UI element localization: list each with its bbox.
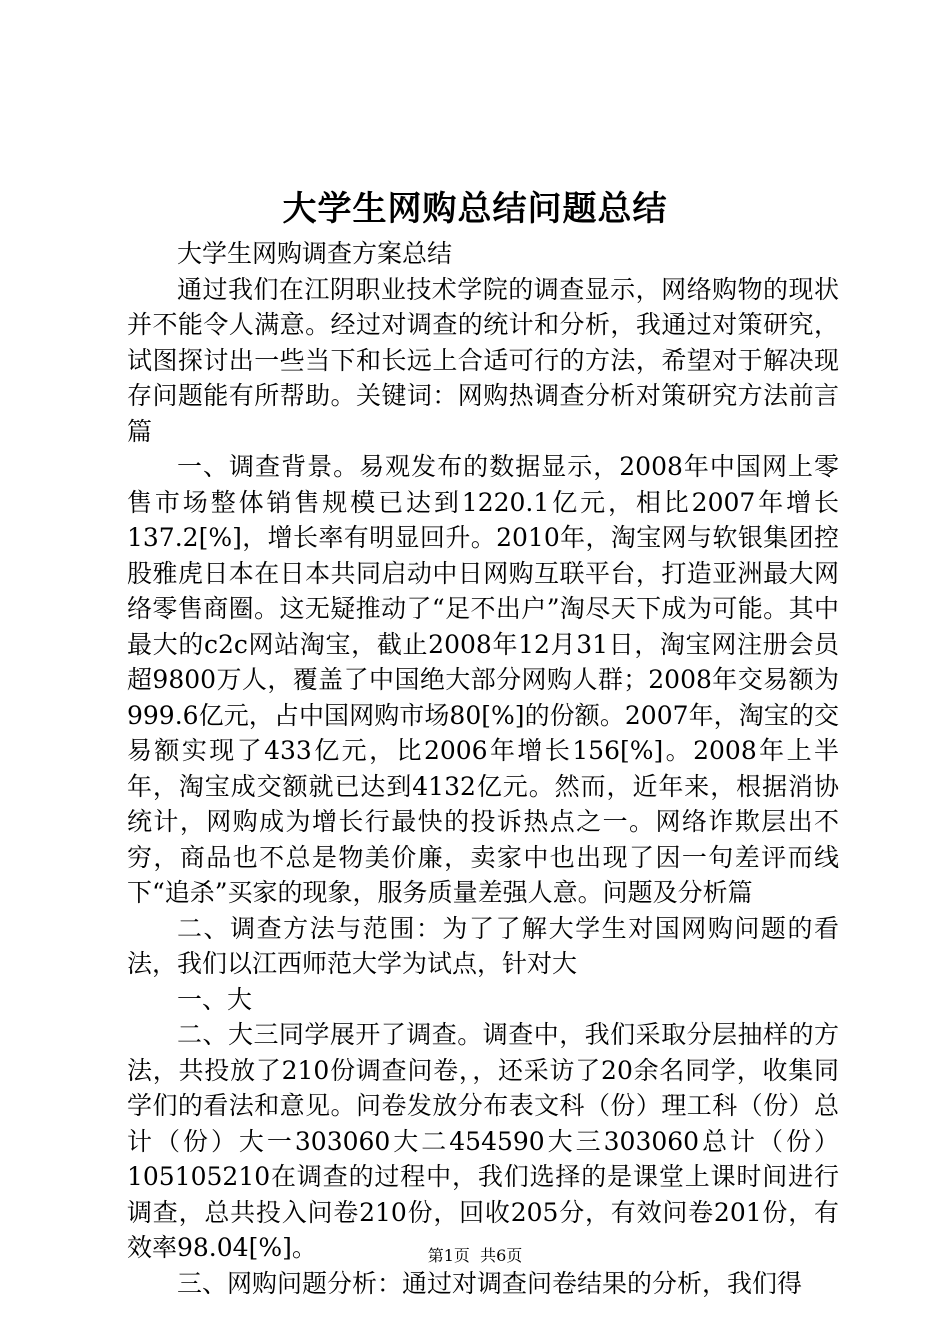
paragraph-background: 一、调查背景。易观发布的数据显示，2008年中国网上零售市场整体销售规模已达到1220.1亿元，相比2007年增长137.2[%]，增长率有明显回升。2010年，淘宝网与软银集团控股雅虎日本在日本共同启动中日网购互联平台，打造亚洲最大网络零售商圈。这无疑推动了“足不出户”淘尽天下成为可能。其中最大的c2c网站淘宝，截止2008年12月31日，淘宝网注册会员超9800万人，覆盖了中国绝大部分网购人群；2008年交易额为999.6亿元，占中国网购市场80[%]的份额。2007年，淘宝的交易额实现了433亿元，比2006年增长156[%]。2008年上半年，淘宝成交额就已达到4132亿元。然而，近年来，根据消协统计，网购成为增长行最快的投诉热点之一。网络诈欺层出不穷，商品也不总是物美价廉，卖家中也出现了因一句差评而线下“追杀”买家的现象，服务质量差强人意。问题及分析篇 [127,452,839,907]
document-body [127,236,839,1301]
paragraph-list-item-1: 一、大 [177,984,253,1014]
footer-separator [470,1246,480,1265]
page-total: 共6页 [480,1246,523,1265]
paragraph-subtitle: 大学生网购调查方案总结 [177,239,453,268]
document-title: 大学生网购总结问题总结 [282,189,668,229]
page-footer [0,1245,950,1267]
paragraph-abstract: 通过我们在江阴职业技术学院的调查显示，网络购物的现状并不能令人满意。经过对调查的统计和分析，我通过对策研究，试图探讨出一些当下和长远上合适可行的方法，希望对于解决现存问题能有所帮助。关键词：网购热调查分析对策研究方法前言篇 [127,274,839,446]
paragraph-method: 二、调查方法与范围：为了了解大学生对国网购问题的看法，我们以江西师范大学为试点，针对大 [127,913,839,978]
page-number: 第1页 [427,1246,470,1265]
paragraph-analysis: 三、网购问题分析：通过对调查问卷结果的分析，我们得 [177,1268,803,1298]
paragraph-survey: 二、大三同学展开了调查。调查中，我们采取分层抽样的方法，共投放了210份调查问卷，，还采访了20余名同学，收集同学们的看法和意见。问卷发放分布表文科（份）理工科（份）总计（份）大一303060大二454590大三303060总计（份）105105210在调查的过程中，我们选择的是课堂上课时间进行调查，总共投入问卷210份，回收205分，有效问卷201份，有效率98.04[%]。 [127,1020,839,1262]
